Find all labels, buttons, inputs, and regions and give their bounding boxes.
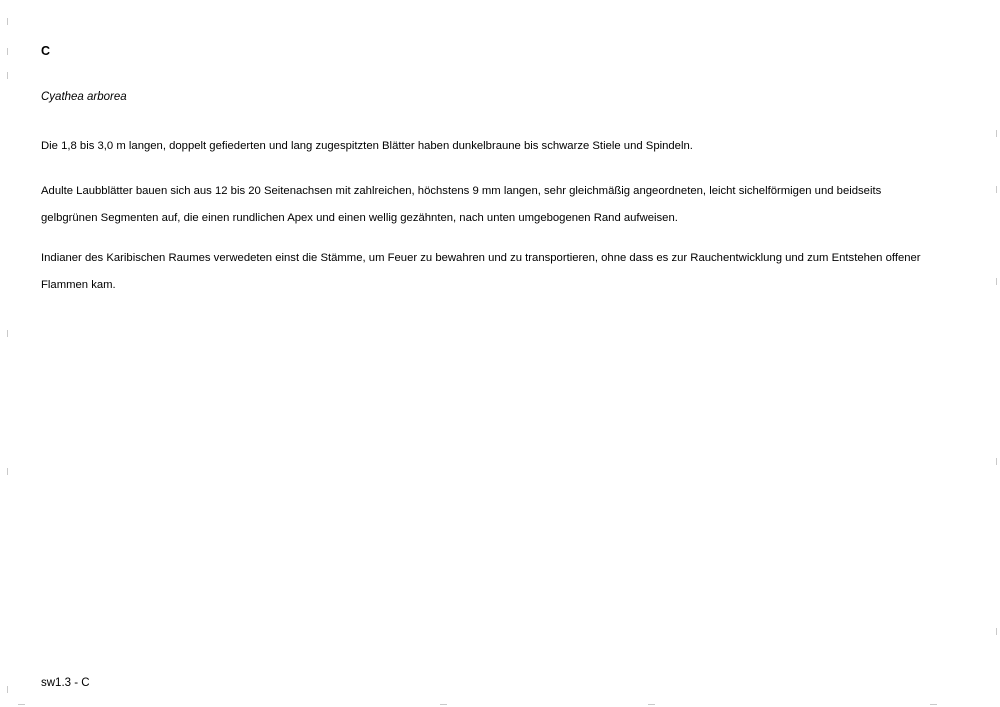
crop-mark-left-6 [7, 686, 8, 693]
crop-mark-left-4 [7, 330, 8, 337]
crop-mark-left-5 [7, 468, 8, 475]
species-name: Cyathea arborea [41, 91, 127, 103]
paragraph-adult-leaves: Adulte Laubblätter bauen sich aus 12 bis 20 Seitenachsen mit zahlreichen, höchstens 9 mm langen, sehr gleichmäßig angeordneten, leicht sichelförmigen und beidseits gelbgrünen Segmenten auf, die einen rundlichen Apex und einen wellig gezähnten, nach unten umgebogenen Rand aufweisen. [41, 185, 882, 224]
crop-mark-right-2 [996, 186, 997, 193]
crop-mark-left-1 [7, 18, 8, 25]
crop-mark-left-3 [7, 72, 8, 79]
crop-mark-right-1 [996, 130, 997, 137]
section-letter-heading: C [41, 44, 51, 58]
crop-mark-right-4 [996, 458, 997, 465]
paragraph-leaves: Die 1,8 bis 3,0 m langen, doppelt gefiederten und lang zugespitzten Blätter haben dunkelbraune bis schwarze Stiele und Spindeln. [41, 140, 693, 152]
crop-mark-left-2 [7, 48, 8, 55]
crop-mark-right-3 [996, 278, 997, 285]
crop-mark-bottom-1 [18, 704, 25, 705]
page-footer: sw1.3 - C [41, 677, 90, 689]
crop-mark-bottom-4 [930, 704, 937, 705]
crop-mark-right-5 [996, 628, 997, 635]
paragraph-historical-use: Indianer des Karibischen Raumes verwedeten einst die Stämme, um Feuer zu bewahren und zu transportieren, ohne dass es zur Rauchentwicklung und zum Entstehen offener Flammen kam. [41, 252, 921, 291]
crop-mark-bottom-3 [648, 704, 655, 705]
crop-mark-bottom-2 [440, 704, 447, 705]
